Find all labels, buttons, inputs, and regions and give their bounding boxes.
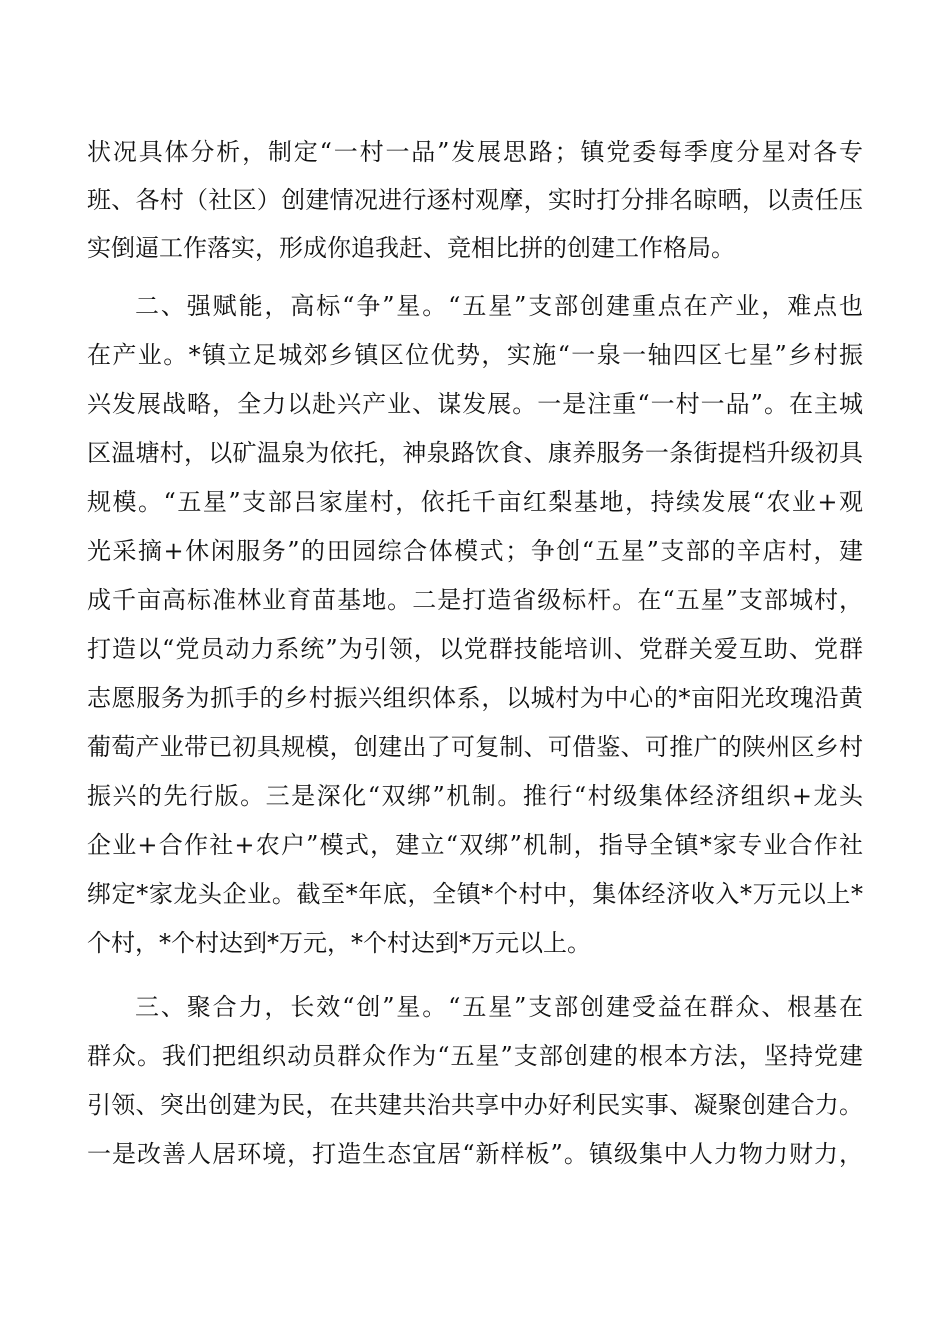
paragraph-line: 个村，*个村达到*万元，*个村达到*万元以上。 xyxy=(87,929,591,957)
paragraph-line: 企业+合作社+农户”模式，建立“双绑”机制，指导全镇*家专业合作社 xyxy=(87,831,863,859)
paragraph-line: 状况具体分析，制定“一村一品”发展思路；镇党委每季度分星对各专 xyxy=(87,138,863,166)
paragraph-line: 实倒逼工作落实，形成你追我赶、竞相比拼的创建工作格局。 xyxy=(87,234,735,262)
paragraph-line: 打造以“党员动力系统”为引领，以党群技能培训、党群关爱互助、党群 xyxy=(87,635,863,663)
section-heading-line: 二、强赋能，高标“争”星。“五星”支部创建重点在产业，难点也 xyxy=(135,292,863,320)
paragraph-line: 在产业。*镇立足城郊乡镇区位优势，实施“一泉一轴四区七星”乡村振 xyxy=(87,341,863,369)
paragraph-line: 群众。我们把组织动员群众作为“五星”支部创建的根本方法，坚持党建 xyxy=(87,1042,863,1070)
paragraph-line: 规模。“五星”支部吕家崖村，依托千亩红梨基地，持续发展“农业+观 xyxy=(87,488,863,516)
paragraph-line: 成千亩高标准林业育苗基地。二是打造省级标杆。在“五星”支部城村， xyxy=(87,586,863,614)
paragraph-line: 振兴的先行版。三是深化“双绑”机制。推行“村级集体经济组织+龙头 xyxy=(87,782,863,810)
paragraph-line: 一是改善人居环境，打造生态宜居“新样板”。镇级集中人力物力财力， xyxy=(87,1140,863,1168)
paragraph-line: 葡萄产业带已初具规模，创建出了可复制、可借鉴、可推广的陕州区乡村 xyxy=(87,733,863,761)
section-heading-line: 三、聚合力，长效“创”星。“五星”支部创建受益在群众、根基在 xyxy=(135,993,863,1021)
paragraph-line: 兴发展战略，全力以赴兴产业、谋发展。一是注重“一村一品”。在主城 xyxy=(87,390,863,418)
paragraph-line: 绑定*家龙头企业。截至*年底，全镇*个村中，集体经济收入*万元以上* xyxy=(87,880,863,908)
paragraph-line: 班、各村（社区）创建情况进行逐村观摩，实时打分排名晾晒，以责任压 xyxy=(87,186,863,214)
paragraph-line: 引领、突出创建为民，在共建共治共享中办好利民实事、凝聚创建合力。 xyxy=(87,1091,863,1119)
paragraph-line: 光采摘+休闲服务”的田园综合体模式；争创“五星”支部的辛店村，建 xyxy=(87,537,863,565)
paragraph-line: 区温塘村，以矿温泉为依托，神泉路饮食、康养服务一条街提档升级初具 xyxy=(87,439,863,467)
paragraph-line: 志愿服务为抓手的乡村振兴组织体系，以城村为中心的*亩阳光玫瑰沿黄 xyxy=(87,684,863,712)
